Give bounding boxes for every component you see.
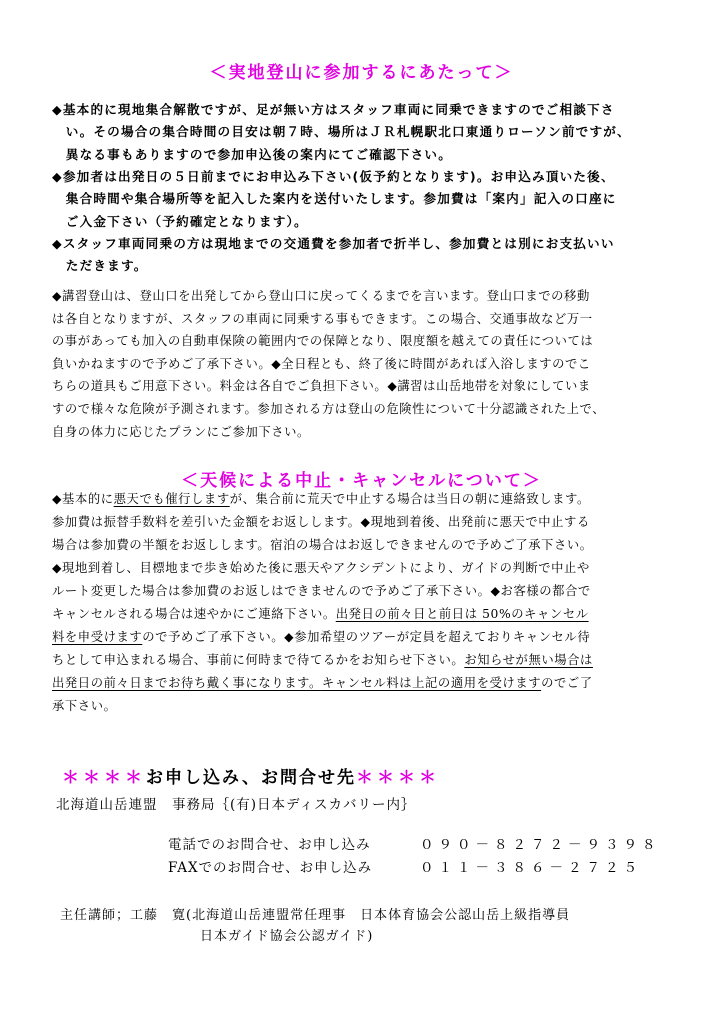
section1-heading: ＜実地登山に参加するにあたって＞ [209, 63, 514, 83]
section2-line: 参加費は振替手数料を差引いた金額をお返しします。◆現地到着後、出発前に悪天で中止する [52, 515, 590, 529]
underlined-text: 悪天でも催行します [113, 492, 230, 506]
section1-line: 負いかねますので予めご了承下さい。◆全日程とも、終了後に時間があれば入浴しますのでこ [52, 356, 591, 371]
section2-line [52, 603, 682, 625]
instructor-line-1: 主任講師；工藤 寛(北海道山岳連盟常任理事 日本体育協会公認山岳上級指導員 [60, 908, 571, 923]
stars-right: ＊＊＊＊ [356, 768, 441, 788]
section2-line [52, 672, 682, 694]
section1-bold-line: い。その場合の集合時間の目安は朝７時、場所はＪＲ札幌駅北口東通りローソン前ですが、 [52, 124, 631, 140]
section2-line: 承下さい。 [52, 699, 117, 713]
section1-bold-line: 異なる事もありますので参加申込後の案内にてご確認下さい。 [52, 146, 453, 162]
section1-bold-line: 集合時間や集合場所等を記入した案内を送付いたします。参加費は「案内」記入の口座に [52, 191, 617, 207]
section2-heading: ＜天候による中止・キャンセルについて＞ [181, 471, 542, 491]
stars-left: ＊＊＊＊ [62, 768, 146, 788]
section1-line: ちらの道具もご用意下さい。料金は各自でご負担下さい。◆講習は山岳地帯を対象にしていま [52, 379, 591, 394]
section2-line [52, 649, 682, 671]
section1-bold-line: ご入金下さい（予約確定となります）。 [52, 213, 308, 229]
text-segment: が、集合前に荒天で中止する場合は当日の朝に連絡致します。 [229, 492, 590, 506]
fax-label: FAXでのお問合せ、お申し込み [168, 860, 373, 876]
underlined-text: 出発日の前々日と前日は 50%のキャンセル [335, 607, 589, 621]
text-segment: ◆基本的に [52, 492, 114, 506]
section2-line: ◆現地到着し、目標地まで歩き始めた後に悪天やアクシデントにより、ガイドの判断で中止や [52, 561, 590, 575]
text-segment: キャンセルされる場合は速やかにご連絡下さい。 [52, 607, 336, 621]
section2-line [52, 626, 682, 648]
phone-label: 電話でのお問合せ、お申し込み [168, 837, 371, 853]
section1-line: 自身の体力に応じたプランにご参加下さい。 [52, 424, 310, 439]
text-segment: のでご了 [541, 676, 593, 690]
text-segment: ので予めご了承下さい。◆参加希望のツアーが定員を超えておりキャンセル待 [142, 630, 591, 644]
underlined-text: お知らせが無い場合は [464, 653, 593, 667]
contact-heading [62, 763, 682, 788]
section1-line: は各自となりますが、スタッフの車両に同乗する事もできます。この場合、交通事故など万一 [52, 311, 593, 326]
section1-line: ◆講習登山は、登山口を出発してから登山口に戻ってくるまでを言います。登山口までの移動 [52, 289, 590, 303]
section2-line [52, 488, 682, 510]
phone-number: ０９０－８２７２－９３９８ [420, 837, 661, 853]
underlined-text: キャンセル料は上記の適用を受けます [321, 676, 542, 690]
contact-title: お申し込み、お問合せ先 [146, 768, 357, 788]
underlined-text: 料を申受けます [52, 630, 143, 644]
section2-line: 場合は参加費の半額をお返しします。宿泊の場合はお返しできませんので予めご了承下さい。 [52, 538, 593, 552]
section1-bold-line: ◆スタッフ車両同乗の方は現地までの交通費を参加者で折半し、参加費とは別にお支払いい [52, 235, 615, 251]
text-segment: ちとして申込まれる場合、事前に何時まで待てるかをお知らせ下さい。 [52, 653, 465, 667]
section2-line: ルート変更した場合は参加費のお返しはできませんので予めご了承下さい。◆お客様の都合で [52, 584, 591, 598]
section1-bold-line: ただきます。 [52, 258, 148, 274]
instructor-line-2: 日本ガイド協会公認ガイド) [200, 929, 374, 944]
section1-line: の事があっても加入の自動車保険の範囲内での保障となり、限度額を越えての責任については [52, 334, 594, 349]
section1-bold-line: ◆基本的に現地集合解散ですが、足が無い方はスタッフ車両に同乗できますのでご相談下さ [52, 102, 615, 117]
section1-line: すので様々な危険が予測されます。参加される方は登山の危険性について十分認識された上で、 [52, 402, 606, 416]
fax-number: ０１１－３８６－２７２５ [420, 860, 642, 876]
section1-bold-line: ◆参加者は出発日の５日前までにお申込み下さい(仮予約となります)。お申込み頂いた後、 [52, 168, 615, 184]
contact-org: 北海道山岳連盟 事務局｛(有)日本ディスカバリー内｝ [56, 797, 416, 813]
underlined-text: 出発日の前々日までお待ち戴く事になります。 [52, 676, 322, 690]
